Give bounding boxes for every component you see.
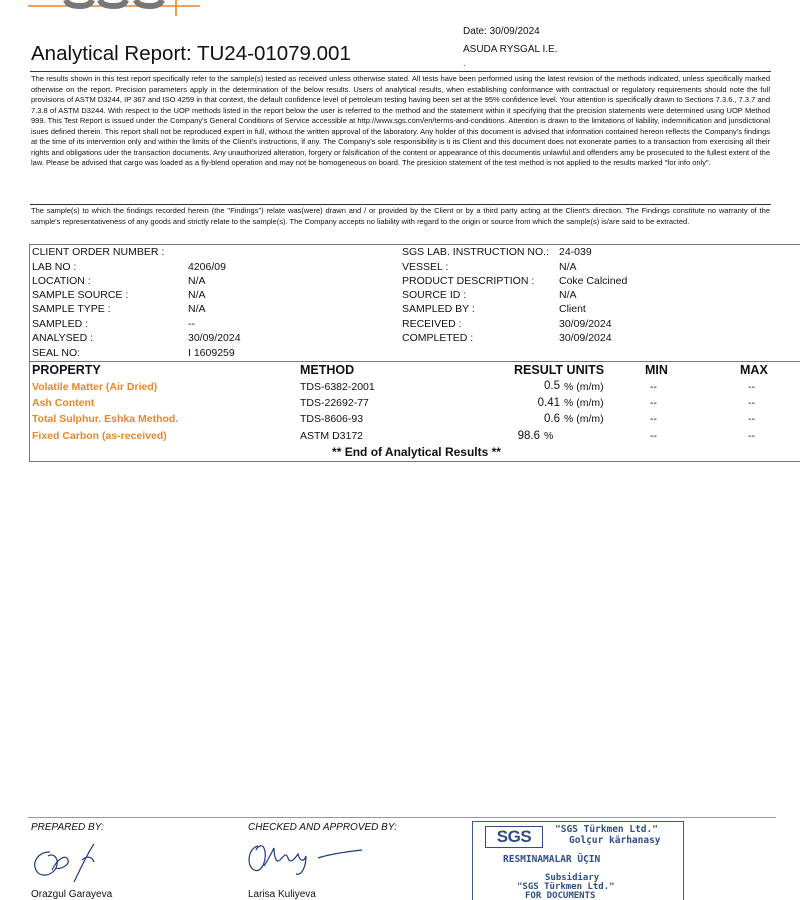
- results-divider: [30, 361, 800, 362]
- prepared-signature-icon: [28, 838, 108, 884]
- row-max: --: [748, 430, 755, 442]
- seal-no-value: I 1609259: [188, 347, 235, 359]
- row-min: --: [650, 397, 657, 409]
- row-min: --: [650, 413, 657, 425]
- stamp-line: "SGS Türkmen Ltd.": [517, 882, 615, 892]
- row-method: TDS-6382-2001: [300, 381, 375, 393]
- company-stamp: [472, 821, 684, 900]
- client-name: ASUDA RYSGAL I.E.: [463, 44, 558, 55]
- report-date: Date: 30/09/2024: [463, 26, 540, 37]
- checked-by-label: CHECKED AND APPROVED BY:: [248, 822, 397, 833]
- product-description-label: PRODUCT DESCRIPTION :: [402, 275, 535, 287]
- header-min: MIN: [645, 363, 668, 377]
- location-value: N/A: [188, 275, 206, 287]
- analysed-value: 30/09/2024: [188, 332, 241, 344]
- header-method: METHOD: [300, 363, 355, 377]
- row-result: 98.6: [517, 430, 540, 442]
- completed-value: 30/09/2024: [559, 332, 612, 344]
- completed-label: COMPLETED :: [402, 332, 474, 344]
- row-max: --: [748, 397, 755, 409]
- row-min: --: [650, 430, 657, 442]
- vessel-label: VESSEL :: [402, 261, 449, 273]
- row-units: % (m/m): [564, 397, 604, 409]
- lab-no-value: 4206/09: [188, 261, 226, 273]
- disclaimer-paragraph: The results shown in this test report specifically refer to the sample(s) tested as received unless otherwise stated. All tests have been performed using the latest revision of the methods indicated, unless specifically marked otherwise on the report. Precision parameters apply in the determination of the below results. Users of analytical results, when establishing conformance with contractual or regulatory requirements should note the full provisions of ASTM D3244, IP 367 and ISO 4259 in that context, the default confidence level of petroleum testing having been set at the 95% confidence level. Your attention is specifically drawn to Sections 7.3.6., 7.3.7 and 7.3.8 of ASTM D3244. With respect to the UOP methods listed in the report below the user is referred to the method and the statement within it specifying that the precision statements were determined using UOP Method 999. This Test Report is issued under the Company's General Conditions of Service accessible at http://www.sgs.com/en/terms-and-conditions. Attention is drawn to the limitations of liability, indemnification and jurisdictional isues defined therein. This report shall not be reproduced expert in full, without the written approval of the laboratory. Any holder of this document is advised that information contained hereon reflects the Company's findings at the time of its intervention only and within the limits of the Client's instructions, if any. The Company's sole responsibility is ti its Client and this document does not exonerate parties to a transaction from exercising all their rights and obligations uder the transaction documents. Any unauthorized alteration, forgery or falsification of the content or appearance of this documentis unlawful and offenders amy be prosecuted to the fullest extent of the law. Please be advised that cargo was loaded as a fly-blend operation and may not be homogeneous on board. The presicion statement of the test method is not applied to the results marked "for info only".: [31, 74, 770, 167]
- stamp-sgs-logo: SGS: [485, 826, 543, 848]
- disclaimer-divider: [30, 204, 771, 205]
- received-value: 30/09/2024: [559, 318, 612, 330]
- approved-signature-icon: [244, 838, 368, 878]
- row-result: 0.41: [537, 397, 560, 409]
- sample-info-box: [29, 244, 800, 462]
- prepared-by-name: Orazgul Garayeva: [31, 889, 113, 900]
- header-max: MAX: [740, 363, 768, 377]
- lab-no-label: LAB NO :: [32, 261, 77, 273]
- row-property: Fixed Carbon (as-received): [32, 430, 167, 442]
- sample-type-label: SAMPLE TYPE :: [32, 303, 111, 315]
- end-of-results-note: ** End of Analytical Results **: [332, 445, 501, 459]
- product-description-value: Coke Calcined: [559, 275, 628, 287]
- source-id-value: N/A: [559, 289, 577, 301]
- prepared-by-label: PREPARED BY:: [31, 822, 104, 833]
- row-result: 0.6: [544, 413, 560, 425]
- row-result: 0.5: [544, 380, 560, 392]
- row-property: Volatile Matter (Air Dried): [32, 381, 158, 393]
- row-units: % (m/m): [564, 381, 604, 393]
- header-divider: [30, 71, 771, 72]
- source-id-label: SOURCE ID :: [402, 289, 467, 301]
- checked-by-name: Larisa Kuliyeva: [248, 889, 316, 900]
- sampled-label: SAMPLED :: [32, 318, 89, 330]
- report-title: Analytical Report: TU24-01079.001: [31, 42, 351, 65]
- row-property: Total Sulphur. Eshka Method.: [32, 413, 179, 425]
- sample-source-label: SAMPLE SOURCE :: [32, 289, 129, 301]
- row-max: --: [748, 413, 755, 425]
- vessel-value: N/A: [559, 261, 577, 273]
- header-result-units: RESULT UNITS: [514, 363, 605, 377]
- header-property: PROPERTY: [32, 363, 101, 377]
- stamp-line: FOR DOCUMENTS: [525, 891, 596, 900]
- stamp-line: Golçur kärhanasy: [569, 835, 661, 846]
- row-units: %: [544, 430, 554, 442]
- received-label: RECEIVED :: [402, 318, 462, 330]
- row-min: --: [650, 381, 657, 393]
- sampled-by-label: SAMPLED BY :: [402, 303, 475, 315]
- analysed-label: ANALYSED :: [32, 332, 94, 344]
- stamp-line: "SGS Türkmen Ltd.": [555, 824, 658, 835]
- company-logo-icon: [28, 0, 200, 16]
- seal-no-label: SEAL NO:: [32, 347, 81, 359]
- sampled-value: --: [188, 318, 195, 330]
- row-units: % (m/m): [564, 413, 604, 425]
- client-order-label: CLIENT ORDER NUMBER :: [32, 246, 165, 258]
- sampled-by-value: Client: [559, 303, 586, 315]
- row-method: TDS-8606-93: [300, 413, 364, 425]
- lab-instruction-value: 24-039: [559, 246, 592, 258]
- client-extra: .: [463, 58, 466, 68]
- row-method: TDS-22692-77: [300, 397, 369, 409]
- footer-divider: [28, 817, 776, 818]
- lab-instruction-label: SGS LAB. INSTRUCTION NO.:: [402, 246, 550, 258]
- stamp-line: Subsidiary: [545, 873, 600, 883]
- row-method: ASTM D3172: [300, 430, 364, 442]
- row-max: --: [748, 381, 755, 393]
- row-property: Ash Content: [32, 397, 95, 409]
- sample-type-value: N/A: [188, 303, 206, 315]
- stamp-line: RESMINAMALAR ÜÇIN: [503, 854, 601, 865]
- sample-source-value: N/A: [188, 289, 206, 301]
- location-label: LOCATION :: [32, 275, 91, 287]
- findings-paragraph: The sample(s) to which the findings recorded herein (the "Findings") relate was(were) drawn and / or provided by the Client or by a third party acting at the Client's direction. The Findings constitute no warranty of the sample's representativeness of any goods and strictly relate to the sample(s). The Company accepts no liability with regard to the origin or source from which the sample(s) is/are said to be extracted.: [31, 206, 770, 226]
